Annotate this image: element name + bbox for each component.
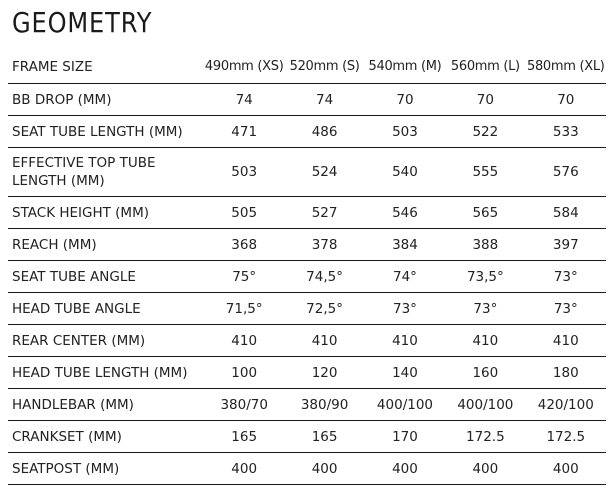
table-row: [8, 357, 606, 389]
value-cell: 420/100: [526, 389, 606, 421]
value-cell: 524: [284, 148, 364, 197]
value-cell: 140: [365, 357, 445, 389]
value-cell: 410: [445, 325, 525, 357]
value-cell: 74: [204, 84, 284, 116]
table-row: [8, 293, 606, 325]
table-row: [8, 84, 606, 116]
value-cell: 522: [445, 116, 525, 148]
table-row: [8, 325, 606, 357]
value-cell: 576: [526, 148, 606, 197]
value-cell: 410: [526, 325, 606, 357]
value-cell: 75°: [204, 261, 284, 293]
value-cell: 160: [445, 357, 525, 389]
row-label: STACK HEIGHT (MM): [8, 197, 204, 229]
row-label: REAR CENTER (MM): [8, 325, 204, 357]
value-cell: 172.5: [445, 421, 525, 453]
value-cell: 505: [204, 197, 284, 229]
value-cell: 540: [365, 148, 445, 197]
value-cell: 368: [204, 229, 284, 261]
size-header-cell: 580mm (XL): [526, 51, 606, 84]
geometry-table-body: [8, 51, 606, 485]
value-cell: 72,5°: [284, 293, 364, 325]
value-cell: 70: [365, 84, 445, 116]
value-cell: 71,5°: [204, 293, 284, 325]
value-cell: 400: [365, 453, 445, 485]
value-cell: 400: [445, 453, 525, 485]
table-row: [8, 229, 606, 261]
value-cell: 180: [526, 357, 606, 389]
value-cell: 73°: [445, 293, 525, 325]
value-cell: 400: [284, 453, 364, 485]
value-cell: 400/100: [445, 389, 525, 421]
value-cell: 73°: [365, 293, 445, 325]
value-cell: 388: [445, 229, 525, 261]
value-cell: 384: [365, 229, 445, 261]
value-cell: 565: [445, 197, 525, 229]
value-cell: 170: [365, 421, 445, 453]
value-cell: 74,5°: [284, 261, 364, 293]
value-cell: 410: [365, 325, 445, 357]
size-header-cell: 490mm (XS): [204, 51, 284, 84]
table-row: [8, 261, 606, 293]
value-cell: 397: [526, 229, 606, 261]
geometry-table: [8, 51, 606, 485]
row-label: HEAD TUBE LENGTH (MM): [8, 357, 204, 389]
size-header-cell: 520mm (S): [284, 51, 364, 84]
page-title: GEOMETRY: [12, 6, 153, 39]
value-cell: 172.5: [526, 421, 606, 453]
value-cell: 120: [284, 357, 364, 389]
row-label: BB DROP (MM): [8, 84, 204, 116]
value-cell: 546: [365, 197, 445, 229]
size-header-cell: 560mm (L): [445, 51, 525, 84]
value-cell: 400: [526, 453, 606, 485]
value-cell: 74°: [365, 261, 445, 293]
value-cell: 400/100: [365, 389, 445, 421]
value-cell: 165: [284, 421, 364, 453]
row-label: REACH (MM): [8, 229, 204, 261]
value-cell: 410: [284, 325, 364, 357]
value-cell: 73,5°: [445, 261, 525, 293]
table-row: [8, 116, 606, 148]
frame-size-label: FRAME SIZE: [8, 51, 204, 84]
row-label: SEAT TUBE ANGLE: [8, 261, 204, 293]
value-cell: 503: [204, 148, 284, 197]
value-cell: 100: [204, 357, 284, 389]
value-cell: 380/90: [284, 389, 364, 421]
value-cell: 410: [204, 325, 284, 357]
value-cell: 503: [365, 116, 445, 148]
value-cell: 527: [284, 197, 364, 229]
row-label: CRANKSET (MM): [8, 421, 204, 453]
table-header-row: [8, 51, 606, 84]
table-row: [8, 453, 606, 485]
value-cell: 70: [526, 84, 606, 116]
value-cell: 73°: [526, 261, 606, 293]
value-cell: 380/70: [204, 389, 284, 421]
row-label: EFFECTIVE TOP TUBE LENGTH (MM): [8, 148, 204, 197]
value-cell: 70: [445, 84, 525, 116]
value-cell: 165: [204, 421, 284, 453]
value-cell: 486: [284, 116, 364, 148]
table-row: [8, 389, 606, 421]
value-cell: 74: [284, 84, 364, 116]
size-header-cell: 540mm (M): [365, 51, 445, 84]
table-row: [8, 197, 606, 229]
value-cell: 533: [526, 116, 606, 148]
row-label: HEAD TUBE ANGLE: [8, 293, 204, 325]
row-label: HANDLEBAR (MM): [8, 389, 204, 421]
value-cell: 471: [204, 116, 284, 148]
value-cell: 73°: [526, 293, 606, 325]
value-cell: 584: [526, 197, 606, 229]
value-cell: 400: [204, 453, 284, 485]
value-cell: 378: [284, 229, 364, 261]
row-label: SEATPOST (MM): [8, 453, 204, 485]
value-cell: 555: [445, 148, 525, 197]
table-row: [8, 421, 606, 453]
row-label: SEAT TUBE LENGTH (MM): [8, 116, 204, 148]
table-row: [8, 148, 606, 197]
